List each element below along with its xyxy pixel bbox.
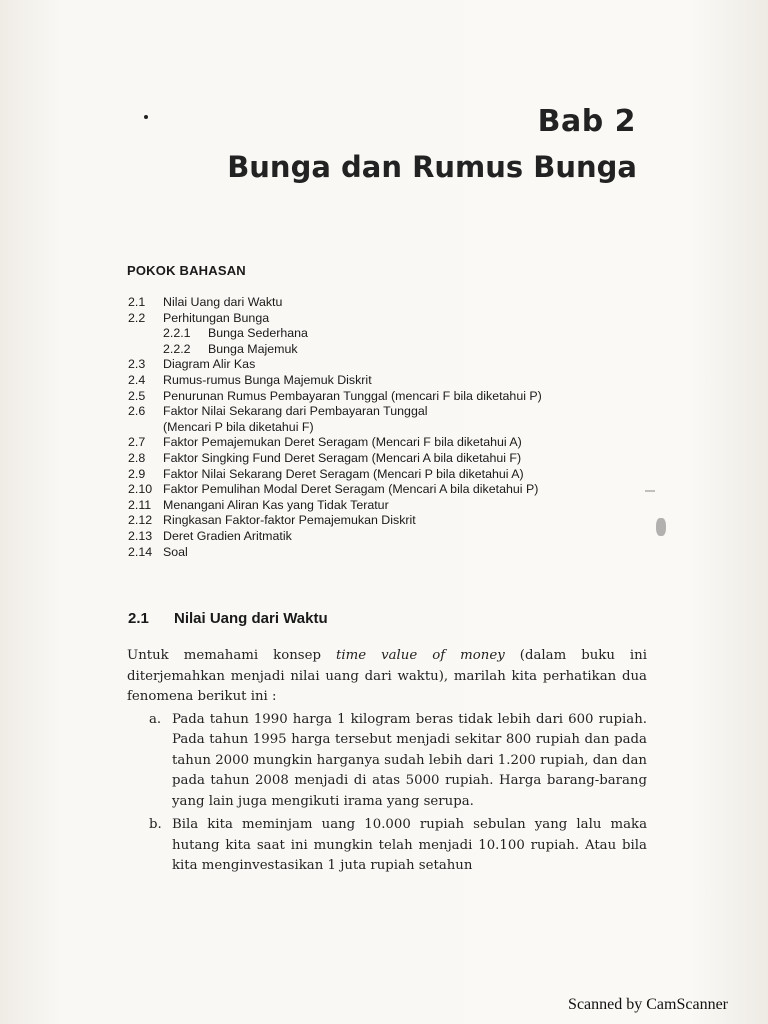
section-body [127, 646, 647, 877]
toc-item-continuation [128, 420, 648, 436]
toc-number: 2.11 [128, 497, 152, 512]
toc-text: Bunga Sederhana [208, 326, 308, 341]
toc-text: Penurunan Rumus Pembayaran Tunggal (mencari F bila diketahui P) [163, 388, 542, 403]
toc-number: 2.2.1 [163, 326, 191, 341]
list-marker: a. [149, 711, 162, 727]
section-heading [128, 610, 328, 627]
toc-item [128, 404, 648, 420]
toc-item [128, 435, 648, 451]
toc-number: 2.10 [128, 482, 153, 497]
chapter-number: Bab 2 [537, 104, 636, 139]
toc-text: Perhitungan Bunga [163, 310, 270, 325]
toc-number: 2.4 [128, 372, 146, 387]
toc-subitem [128, 326, 648, 342]
toc-item [128, 545, 648, 561]
chapter-title: Bunga dan Rumus Bunga [227, 150, 637, 184]
toc-number: 2.6 [128, 404, 146, 419]
toc-number: 2.5 [128, 388, 146, 403]
toc-heading: POKOK BAHASAN [127, 263, 246, 278]
toc-text: Rumus-rumus Bunga Majemuk Diskrit [163, 372, 372, 387]
toc-text: Diagram Alir Kas [163, 357, 256, 372]
section-number: 2.1 [128, 610, 149, 627]
toc-text: Bunga Majemuk [208, 341, 298, 356]
list-item [149, 710, 647, 813]
toc-item [128, 482, 648, 498]
toc-number: 2.2 [128, 310, 146, 325]
section-title: Nilai Uang dari Waktu [174, 610, 328, 627]
toc-item [128, 498, 648, 514]
toc-number: 2.1 [128, 295, 146, 309]
toc-text: (Mencari P bila diketahui F) [163, 419, 314, 434]
toc-text: Nilai Uang dari Waktu [163, 295, 283, 309]
toc-item [128, 529, 648, 545]
toc-number: 2.14 [128, 544, 153, 559]
toc-item [128, 389, 648, 405]
ink-smudge [656, 518, 666, 536]
toc-number: 2.3 [128, 357, 146, 372]
toc-item [128, 467, 648, 483]
toc-text: Menangani Aliran Kas yang Tidak Teratur [163, 497, 389, 512]
phenomena-list [127, 710, 647, 877]
toc-text: Ringkasan Faktor-faktor Pemajemukan Diskrit [163, 513, 416, 528]
intro-text: (dalam buku ini diterjemahkan menjadi nilai uang dari waktu), marilah kita perhatikan dua fenomena berikut ini : [127, 648, 647, 704]
toc-number: 2.2.2 [163, 341, 191, 356]
toc-item [128, 373, 648, 389]
toc-number: 2.13 [128, 528, 153, 543]
list-marker: b. [149, 817, 162, 832]
toc-number: 2.9 [128, 466, 146, 481]
toc-text: Deret Gradien Aritmatik [163, 528, 292, 543]
table-of-contents [128, 295, 648, 560]
toc-number: 2.8 [128, 450, 146, 465]
toc-item [128, 513, 648, 529]
toc-item [128, 311, 648, 327]
ink-dot [144, 115, 148, 119]
toc-item [128, 451, 648, 467]
toc-number: 2.7 [128, 435, 146, 450]
toc-text: Faktor Nilai Sekarang Deret Seragam (Mencari P bila diketahui A) [163, 466, 524, 481]
toc-item [128, 295, 648, 311]
toc-text: Soal [163, 544, 188, 559]
toc-text: Faktor Nilai Sekarang dari Pembayaran Tunggal [163, 404, 428, 419]
scan-credit: Scanned by CamScanner [568, 996, 728, 1013]
intro-text: Untuk memahami konsep [127, 648, 336, 663]
toc-number: 2.12 [128, 513, 153, 528]
intro-italic-term: time value of money [336, 648, 505, 663]
list-text: Bila kita meminjam uang 10.000 rupiah sebulan yang lalu maka hutang kita saat ini mungkin telah menjadi 10.100 rupiah. Atau bila kita menginvestasikan 1 juta rupiah setahun [172, 817, 647, 873]
toc-item [128, 357, 648, 373]
list-item [149, 815, 647, 877]
list-text: Pada tahun 1990 harga 1 kilogram beras tidak lebih dari 600 rupiah. Pada tahun 1995 harga tersebut menjadi sekitar 800 rupiah dan pada tahun 2000 mungkin harganya sudah lebih dari 1.200 rupiah, dan dan pada tahun 2008 menjadi di atas 5000 rupiah. Harga barang-barang yang lain juga mengikuti irama yang serupa. [172, 711, 647, 809]
toc-text: Faktor Pemulihan Modal Deret Seragam (Mencari A bila diketahui P) [163, 482, 539, 497]
toc-text: Faktor Singking Fund Deret Seragam (Mencari A bila diketahui F) [163, 450, 522, 465]
toc-subitem [128, 342, 648, 358]
intro-paragraph [127, 646, 647, 708]
toc-text: Faktor Pemajemukan Deret Seragam (Mencari F bila diketahui A) [163, 435, 522, 450]
